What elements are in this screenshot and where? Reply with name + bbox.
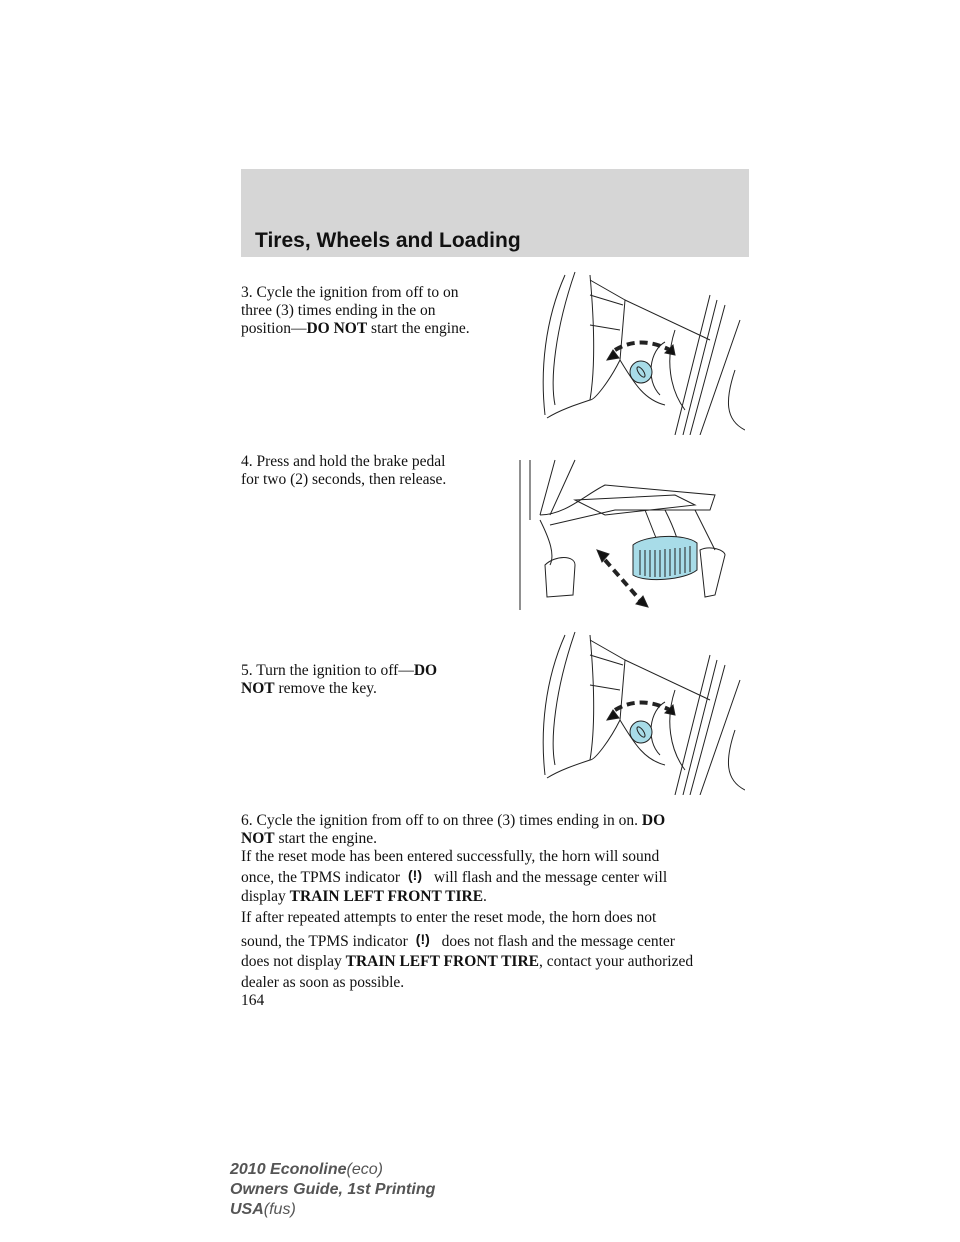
text-line: 4. Press and hold the brake pedal xyxy=(241,453,446,470)
tpms-warning-icon: (!) xyxy=(408,867,422,883)
step-3 xyxy=(241,284,470,338)
text: once, the TPMS indicator xyxy=(241,869,400,886)
text: does not display xyxy=(241,953,346,970)
text-line xyxy=(241,866,741,887)
text: display xyxy=(241,888,290,905)
brake-pedal-illustration xyxy=(515,455,735,610)
text-line xyxy=(241,662,437,680)
country-code: (fus) xyxy=(263,1201,296,1218)
tpms-warning-icon: (!) xyxy=(415,930,430,947)
text-line xyxy=(241,830,741,848)
text-line: 3. Cycle the ignition from off to on xyxy=(241,284,459,301)
bold-text: DO xyxy=(413,662,438,679)
bold-text: NOT xyxy=(241,830,275,847)
footer xyxy=(230,1160,435,1220)
text-line: If the reset mode has been entered successfully, the horn will sound xyxy=(241,848,660,865)
text: will flash and the message center will xyxy=(430,869,668,886)
country: USA xyxy=(230,1201,264,1218)
bold-text: DO xyxy=(641,812,666,829)
paragraph-reset-failure xyxy=(241,908,741,993)
text: does not flash and the message center xyxy=(437,932,675,950)
step-6 xyxy=(241,812,741,848)
text: 5. Turn the ignition to off— xyxy=(241,662,414,679)
footer-line xyxy=(230,1160,435,1180)
text-line xyxy=(241,812,741,830)
text: sound, the TPMS indicator xyxy=(241,932,408,950)
text: remove the key. xyxy=(274,680,377,697)
section-title: Tires, Wheels and Loading xyxy=(255,229,521,252)
footer-line: Owners Guide, 1st Printing xyxy=(230,1181,436,1198)
step-4 xyxy=(241,453,446,489)
text: . xyxy=(483,888,487,905)
text-line: three (3) times ending in the on xyxy=(241,302,436,319)
text: 6. Cycle the ignition from off to on three (3) times ending in on. xyxy=(241,812,642,829)
text-line: If after repeated attempts to enter the reset mode, the horn does not xyxy=(241,909,657,926)
text-line xyxy=(241,952,741,973)
text: position— xyxy=(241,320,307,337)
page-number: 164 xyxy=(241,992,265,1009)
text: , contact your authorized xyxy=(539,953,694,970)
bold-text: DO NOT xyxy=(306,320,368,337)
ignition-illustration-1 xyxy=(535,270,745,435)
text-line: for two (2) seconds, then release. xyxy=(241,471,447,488)
model: 2010 Econoline xyxy=(230,1161,347,1178)
text-line xyxy=(241,929,741,953)
bold-text: TRAIN LEFT FRONT TIRE xyxy=(289,888,484,905)
bold-text: TRAIN LEFT FRONT TIRE xyxy=(345,953,539,970)
text: start the engine. xyxy=(274,830,378,847)
section-header xyxy=(241,169,749,257)
ignition-illustration-2 xyxy=(535,630,745,795)
bold-text: NOT xyxy=(241,680,275,697)
footer-line xyxy=(230,1200,435,1220)
paragraph-reset-success xyxy=(241,847,741,906)
text: start the engine. xyxy=(367,320,470,337)
text-line xyxy=(241,887,741,906)
text-line xyxy=(241,320,470,338)
step-5 xyxy=(241,662,437,698)
text-line: dealer as soon as possible. xyxy=(241,973,405,991)
model-code: (eco) xyxy=(346,1161,383,1178)
text-line xyxy=(241,680,437,698)
